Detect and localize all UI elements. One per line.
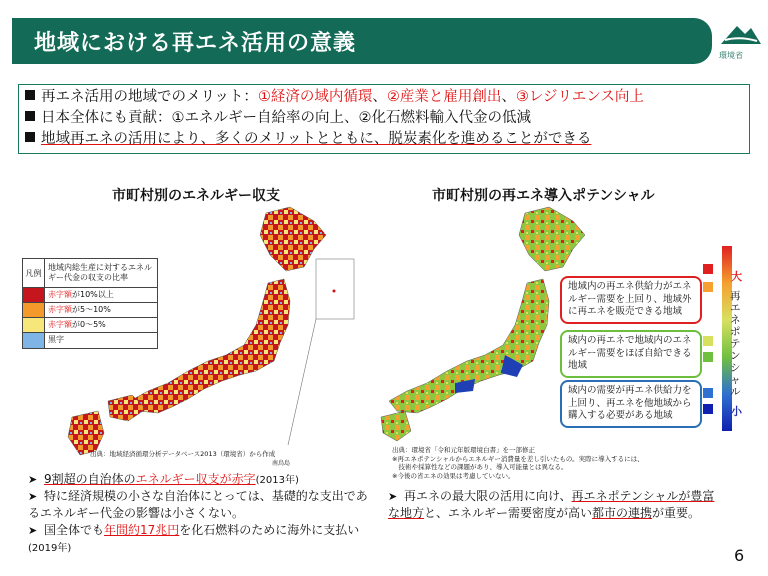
- scale-swatch: [703, 352, 713, 362]
- source-line: ※今後の省エネの効果は考慮していない。: [392, 471, 515, 480]
- legend-description: 地域内総生産に対するエネルギー代金の収支の比率: [48, 263, 152, 282]
- legend-text: 黒字: [48, 335, 64, 344]
- arrow-bullet-icon: ➤: [28, 490, 38, 503]
- note-underlined-text: 都市の連携: [592, 506, 653, 520]
- source-line: 技術や採算性などの課題があり、導入可能量とは異なる。: [392, 463, 568, 471]
- legend-swatch: [23, 318, 45, 332]
- page-title: 地域における再エネ活用の意義: [34, 31, 357, 56]
- source-line: ※再エネポテンシャルからエネルギー消費量を差し引いたもの。実際に導入するには、: [392, 454, 644, 463]
- mountain-logo-icon: [715, 16, 765, 50]
- scale-swatch: [703, 264, 713, 274]
- callout-export-area: 地域内の再エネ供給力がエネルギー需要を上回り、地域外に再エネを販売できる地域: [560, 276, 702, 324]
- logo-label: 環境省: [719, 51, 743, 60]
- merit-1: ①経済の域内循環: [257, 89, 373, 105]
- right-note-1: [388, 488, 720, 521]
- legend-row: [23, 288, 157, 303]
- callout-self-sufficient-area: 域内の再エネで地域内のエネルギー需要をほぼ自給できる地域: [560, 330, 702, 378]
- legend-swatch: [23, 288, 45, 302]
- legend-row: [23, 318, 157, 333]
- scale-top-label: 大: [731, 270, 742, 283]
- arrow-bullet-icon: ➤: [28, 473, 38, 486]
- note-text: 9割超の自治体の: [44, 472, 136, 486]
- page-number: 6: [734, 546, 745, 565]
- legend-row: [23, 333, 157, 348]
- sep-1: 、: [372, 89, 387, 105]
- summary-box: [18, 84, 750, 154]
- note-text: 再エネの最大限の活用に向け、: [404, 489, 572, 503]
- legend-header: [23, 259, 157, 288]
- note-year: (2013年): [255, 475, 299, 486]
- inset-frame: [316, 259, 354, 319]
- scale-label: 再エネポテンシャル: [730, 290, 741, 398]
- island-label: 南鳥島: [272, 460, 291, 467]
- legend-swatch: [23, 303, 45, 317]
- note-text: が重要。: [652, 506, 701, 520]
- legend-row: [23, 303, 157, 318]
- right-map-source: [392, 446, 644, 480]
- legend-text: が5～10%: [72, 305, 111, 314]
- bullet-2-text: 日本全体にも貢献：①エネルギー自給率の向上、②化石燃料輸入代金の低減: [41, 110, 531, 126]
- bullet-2: [25, 108, 749, 129]
- ministry-logo: [715, 16, 765, 68]
- left-note-2: [28, 488, 378, 521]
- arrow-bullet-icon: ➤: [388, 490, 398, 503]
- note-text: 特に経済規模の小さな自治体にとっては、基礎的な支出であるエネルギー代金の影響は小さくない。: [28, 489, 368, 520]
- source-line: 出典：環境省「令和元年版環境白書」を一部修正: [392, 446, 535, 454]
- legend-swatch: [23, 333, 45, 348]
- sep-2: 、: [501, 89, 516, 105]
- scale-bottom-label: 小: [731, 405, 742, 418]
- bullet-3-text: 地域再エネの活用により、多くのメリットとともに、脱炭素化を進めることができる: [41, 131, 592, 147]
- note-red-text: 年間約17兆円: [104, 523, 180, 537]
- merit-2: ②産業と雇用創出: [386, 89, 502, 105]
- scale-swatch: [703, 404, 713, 414]
- legend-red-text: 赤字額: [48, 320, 72, 329]
- square-bullet-icon: [25, 132, 35, 142]
- scale-swatch: [703, 282, 713, 292]
- note-text: と、エネルギー需要密度が高い: [424, 506, 593, 520]
- legend-text: が10%以上: [72, 290, 114, 299]
- note-text: 国全体でも: [44, 523, 105, 537]
- scale-swatch: [703, 336, 713, 346]
- merit-3: ③レジリエンス向上: [515, 89, 644, 105]
- square-bullet-icon: [25, 90, 35, 100]
- legend-text: が0～5%: [72, 320, 106, 329]
- left-note-1: [28, 471, 378, 489]
- arrow-bullet-icon: ➤: [28, 524, 38, 537]
- bullet-3: [25, 129, 749, 150]
- left-map-legend: [22, 258, 158, 349]
- scale-swatch: [703, 388, 713, 398]
- left-note-3: [28, 522, 378, 557]
- left-map-source: 出典：地域経済循環分析データベース2013（環境省）から作成: [90, 450, 276, 458]
- note-red-text: エネルギー収支が赤字: [135, 472, 256, 486]
- legend-red-text: 赤字額: [48, 305, 72, 314]
- legend-label: 凡例: [23, 259, 45, 287]
- legend-red-text: 赤字額: [48, 290, 72, 299]
- bullet-1: [25, 87, 749, 108]
- title-bar: [12, 18, 712, 64]
- note-text: を化石燃料のために海外に支払い: [179, 523, 360, 537]
- right-map-title: 市町村別の再エネ導入ポテンシャル: [432, 188, 655, 204]
- bullet-1-prefix: 再エネ活用の地域でのメリット：: [41, 89, 258, 105]
- square-bullet-icon: [25, 111, 35, 121]
- left-map-title: 市町村別のエネルギー収支: [112, 188, 280, 204]
- callout-import-area: 域内の需要が再エネ供給力を上回り、再エネを他地域から購入する必要がある地域: [560, 380, 702, 428]
- note-underlined-text: 再エネポテンシャルが豊富な地方: [388, 489, 715, 520]
- note-year: (2019年): [28, 543, 72, 554]
